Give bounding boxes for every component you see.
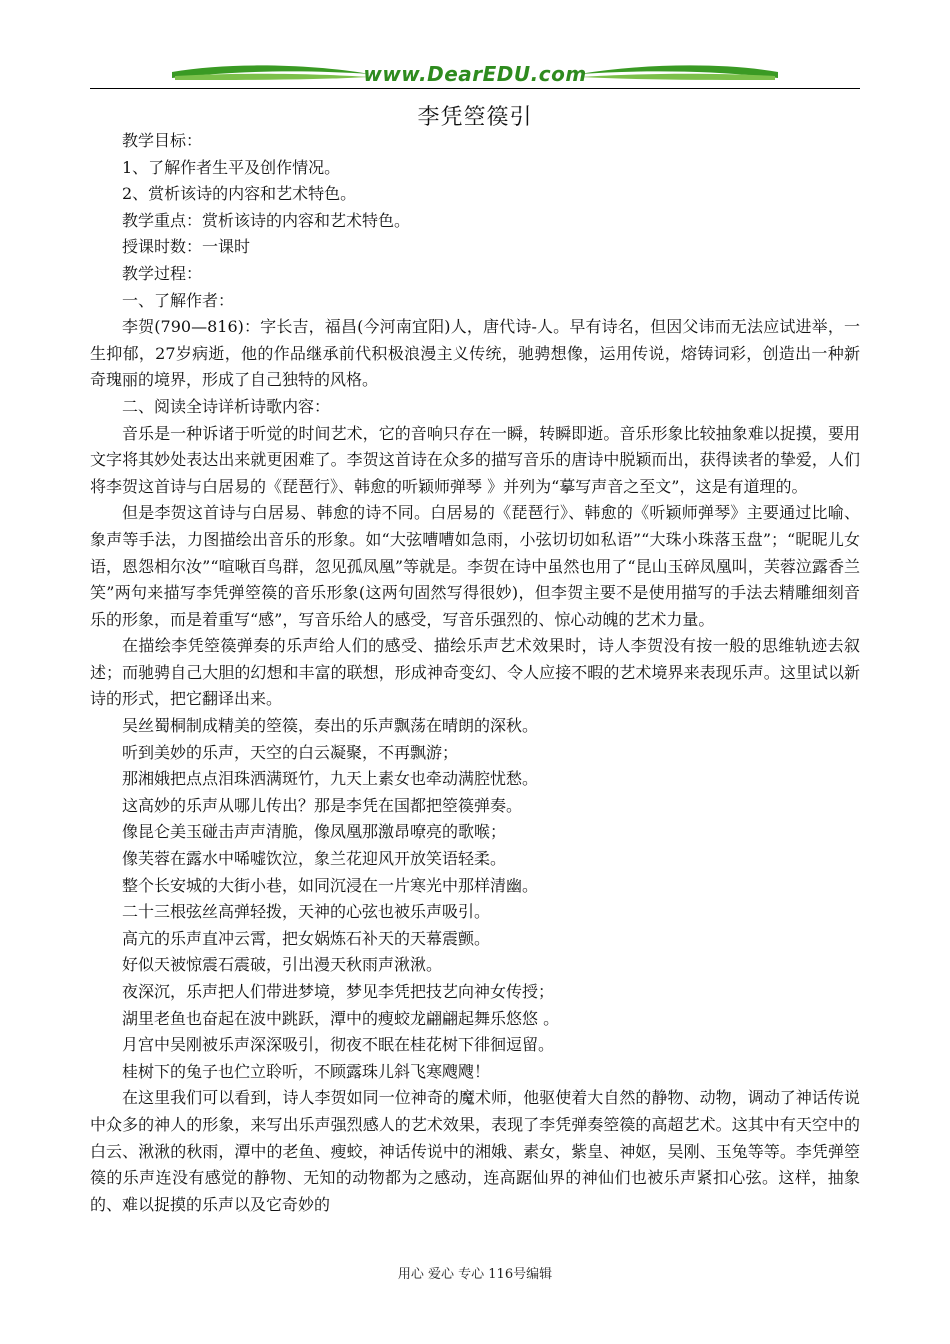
paragraph: 桂树下的兔子也伫立聆听，不顾露珠儿斜飞寒飕飕！ <box>122 1061 491 1081</box>
paragraph: 但是李贺这首诗与白居易、韩愈的诗不同。白居易的《琵琶行》、韩愈的《听颖师弹琴》主要通过比喻、象声等手法，力图描绘出音乐的形象。如“大弦嘈嘈如急雨，小弦切切如私语”“大珠小珠落玉盘”；“昵昵儿女语，恩怨相尔汝”“喧啾百鸟群，忽见孤凤凰”等就是。李贺在诗中虽然也用了“昆山玉碎凤凰叫，芙蓉泣露香兰笑”两句来描写李凭弹箜篌的音乐形象(这两句固然写得很妙)，但李贺主要不是使用描写的手法去精雕细刻音乐的形象，而是着重写“感”，写音乐给人的感受，写音乐强烈的、惊心动魄的艺术力量。 <box>90 503 860 629</box>
paragraph: 听到美妙的乐声，天空的白云凝聚，不再飘游； <box>122 742 459 762</box>
paragraph: 吴丝蜀桐制成精美的箜篌，奏出的乐声飘荡在晴朗的深秋。 <box>122 716 539 736</box>
paragraph: 湖里老鱼也奋起在波中跳跃，潭中的瘦蛟龙翩翩起舞乐悠悠 。 <box>122 1008 560 1028</box>
paragraph: 二、阅读全诗详析诗歌内容： <box>122 396 331 416</box>
paragraph: 夜深沉，乐声把人们带进梦境，梦见李凭把技艺向神女传授； <box>122 982 555 1001</box>
paragraph: 教学重点：赏析该诗的内容和艺术特色。 <box>122 210 411 230</box>
paragraph: 高亢的乐声直冲云霄，把女娲炼石补天的天幕震颤。 <box>122 928 491 948</box>
paragraph: 整个长安城的大街小巷，如同沉浸在一片寒光中那样清幽。 <box>122 875 539 895</box>
paragraph: 像昆仑美玉碰击声声清脆，像凤凰那激昂嘹亮的歌喉； <box>122 822 507 842</box>
page-footer: 用心 爱心 专心 116号编辑 <box>397 1267 553 1282</box>
paragraph: 在描绘李凭箜篌弹奏的乐声给人们的感受、描绘乐声艺术效果时，诗人李贺没有按一般的思维轨迹去叙述；而驰骋自己大胆的幻想和丰富的联想，形成神奇变幻、令人应接不暇的艺术境界来表现乐声。这里试以新诗的形式，把它翻译出来。 <box>90 636 860 709</box>
paragraph: 那湘娥把点点泪珠洒满斑竹，九天上素女也牵动满腔忧愁。 <box>122 769 539 789</box>
header-rule <box>90 88 860 89</box>
header-banner <box>170 60 780 90</box>
paragraph: 像芙蓉在露水中唏嘘饮泣，象兰花迎风开放笑语轻柔。 <box>122 849 507 869</box>
paragraph: 音乐是一种诉诸于听觉的时间艺术，它的音响只存在一瞬，转瞬即逝。音乐形象比较抽象难以捉摸，要用文字将其妙处表达出来就更困难了。李贺这首诗在众多的描写音乐的唐诗中脱颖而出，获得读者的挚爱，人们将李贺这首诗与白居易的《琵琶行》、韩愈的听颖师弹琴 》并列为“摹写声音之至文”，这是有道理的。 <box>90 423 860 496</box>
paragraph: 教学目标： <box>122 131 203 150</box>
page-title: 李凭箜篌引 <box>417 105 533 130</box>
paragraph: 教学过程： <box>122 263 203 283</box>
body-text <box>90 128 860 1218</box>
paragraph: 1、了解作者生平及创作情况。 <box>122 157 341 177</box>
paragraph: 李贺(790—816)：字长吉，福昌(今河南宜阳)人，唐代诗-人。早有诗名，但因父讳而无法应试进举，一生抑郁，27岁病逝，他的作品继承前代积极浪漫主义传统，驰骋想像，运用传说，熔铸词彩，创造出一种新奇瑰丽的境界，形成了自己独特的风格。 <box>90 317 860 390</box>
header-site-logo: www.DearEDU.com <box>363 62 587 86</box>
paragraph: 好似天被惊震石震破，引出漫天秋雨声湫湫。 <box>122 955 443 975</box>
paragraph: 这高妙的乐声从哪儿传出？那是李凭在国都把箜篌弹奏。 <box>122 795 523 815</box>
paragraph: 2、赏析该诗的内容和艺术特色。 <box>122 184 357 204</box>
paragraph: 二十三根弦丝高弹轻拨，天神的心弦也被乐声吸引。 <box>122 902 491 922</box>
paragraph: 在这里我们可以看到，诗人李贺如同一位神奇的魔术师，他驱使着大自然的静物、动物，调动了神话传说中众多的神人的形象，来写出乐声强烈感人的艺术效果，表现了李凭弹奏箜篌的高超艺术。这其中有天空中的白云、湫湫的秋雨，潭中的老鱼、瘦蛟，神话传说中的湘娥、素女，紫皇、神妪，吴刚、玉兔等等。李凭弹箜篌的乐声连没有感觉的静物、无知的动物都为之感动，连高踞仙界的神仙们也被乐声紧扣心弦。这样，抽象的、难以捉摸的乐声以及它奇妙的 <box>90 1088 860 1214</box>
paragraph: 月宫中吴刚被乐声深深吸引，彻夜不眠在桂花树下徘徊逗留。 <box>122 1035 555 1055</box>
paragraph: 授课时数：一课时 <box>122 237 251 257</box>
paragraph: 一、了解作者： <box>122 290 235 310</box>
